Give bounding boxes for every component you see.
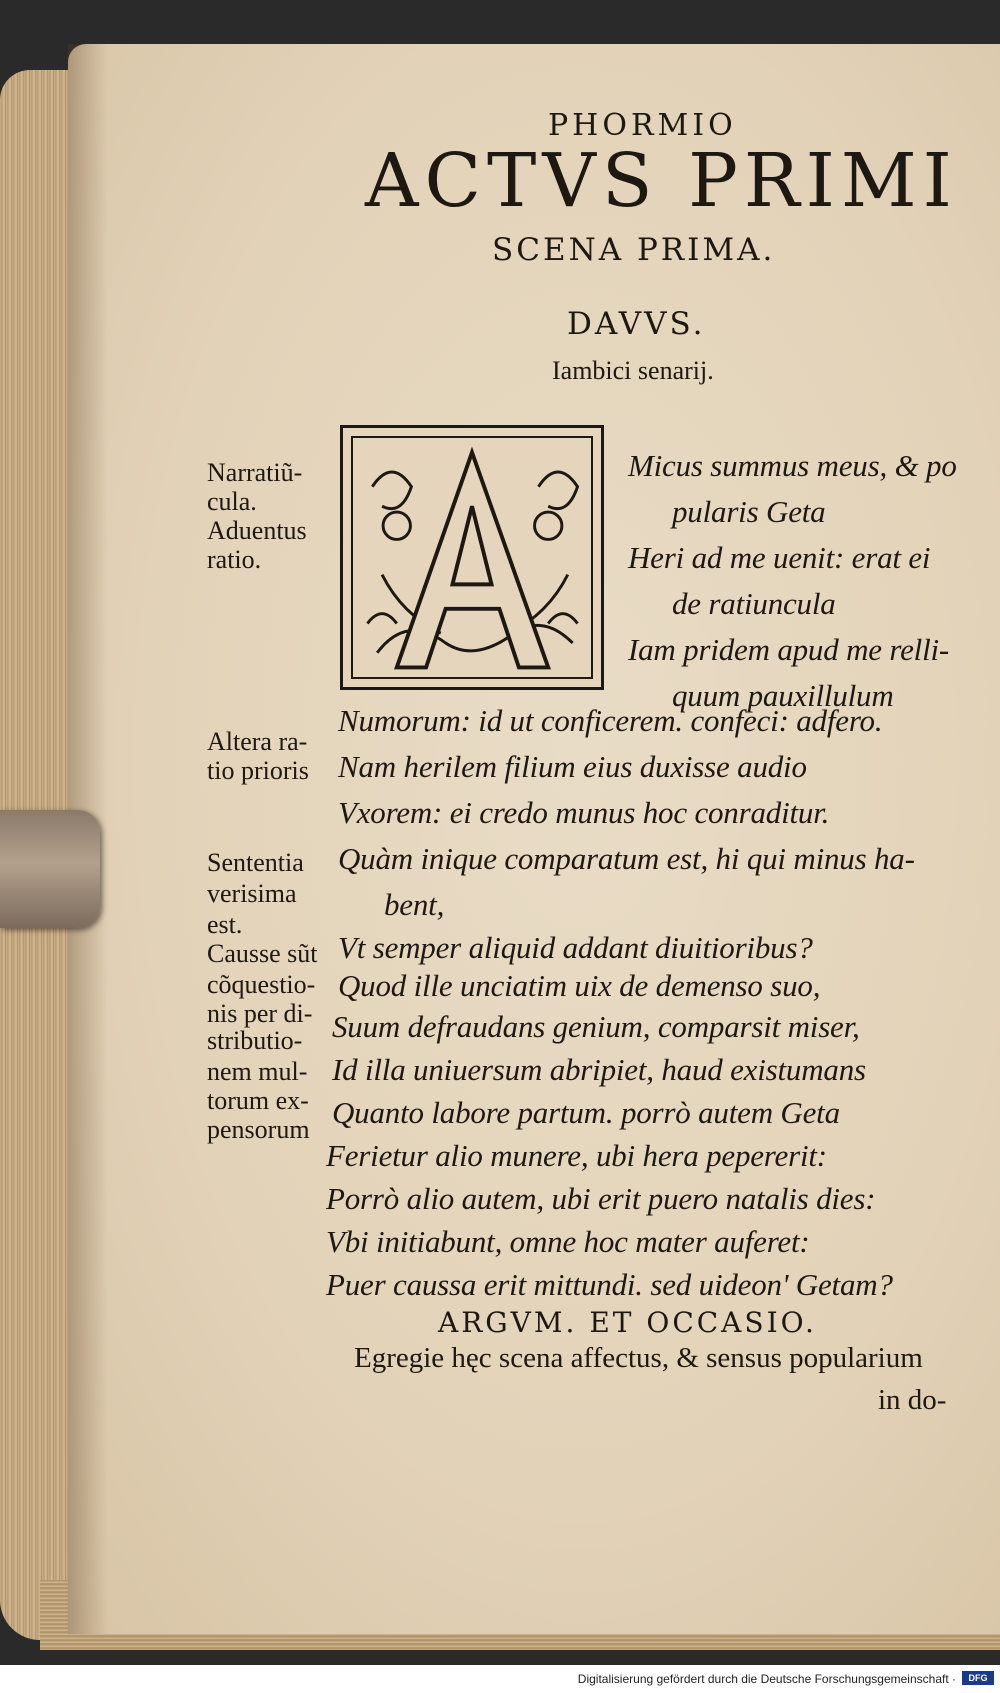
dfg-logo: DFG <box>962 1671 994 1685</box>
verse-line: Iam pridem apud me relli- <box>628 632 950 667</box>
meter-note: Iambici senarij. <box>552 356 714 385</box>
verse-line: Porrò alio autem, ubi erit puero natalis dies: <box>326 1181 876 1216</box>
margin-note: torum ex- <box>207 1086 309 1115</box>
verse-line: Heri ad me uenit: erat ei <box>628 540 931 575</box>
margin-note: Narratiũ- <box>207 458 303 487</box>
verse-line: Vxorem: ei credo munus hoc conraditur. <box>338 795 830 830</box>
verse-line: pularis Geta <box>672 494 826 529</box>
margin-note: Causse sũt <box>207 939 318 968</box>
margin-note: Sententia <box>207 848 304 877</box>
verse-line: Quod ille unciatim uix de demenso suo, <box>338 968 821 1003</box>
margin-note: nem mul- <box>207 1057 308 1086</box>
verse-line: Micus summus meus, & po <box>628 448 957 483</box>
verse-line: bent, <box>384 887 445 922</box>
verse-line: Vbi initiabunt, omne hoc mater auferet: <box>326 1224 810 1259</box>
initial-ornament-icon <box>343 428 601 687</box>
margin-note: cõquestio- <box>207 970 316 999</box>
verse-line: Nam herilem filium eius duxisse audio <box>338 749 807 784</box>
running-title: PHORMIO <box>548 108 737 143</box>
verse-line: Suum defraudans genium, comparsit miser, <box>332 1009 860 1044</box>
argum-heading: ARGVM. ET OCCASIO. <box>438 1306 817 1339</box>
verse-line: de ratiuncula <box>672 586 836 621</box>
verse-line: Ferietur alio munere, ubi hera pepererit: <box>326 1138 827 1173</box>
margin-note: cula. <box>207 487 257 516</box>
book-page <box>68 44 1000 1634</box>
scene-title: SCENA PRIMA. <box>492 232 776 268</box>
verse-line: quum pauxillulum <box>672 678 894 713</box>
margin-note: verisima <box>207 879 297 908</box>
verse-line: Quanto labore partum. porrò autem Geta <box>332 1095 840 1130</box>
margin-note: Aduentus <box>207 516 307 545</box>
margin-note: est. <box>207 910 243 939</box>
margin-note: tio prioris <box>207 756 309 785</box>
speaker-name: DAVVS. <box>567 306 706 342</box>
margin-note: nis per di- <box>207 999 313 1028</box>
margin-note: stributio- <box>207 1026 303 1055</box>
margin-note: ratio. <box>207 545 262 574</box>
scan-footer <box>0 1665 1000 1693</box>
book-clasp <box>0 810 100 928</box>
margin-note: Altera ra- <box>207 727 308 756</box>
act-title: ACTVS PRIMI <box>365 138 958 224</box>
footer-credit: Digitalisierung gefördert durch die Deutsche Forschungsgemeinschaft · <box>577 1672 956 1686</box>
verse-line: Id illa uniuersum abripiet, haud existumans <box>332 1052 866 1087</box>
verse-line: Quàm inique comparatum est, hi qui minus ha- <box>338 841 915 876</box>
margin-note: pensorum <box>207 1115 310 1144</box>
commentary-line: in do- <box>878 1384 947 1416</box>
commentary-line: Egregie hęc scena affectus, & sensus popularium <box>354 1342 923 1374</box>
verse-line: Puer caussa erit mittundi. sed uideon' Getam? <box>326 1267 893 1302</box>
verse-line: Vt semper aliquid addant diuitioribus? <box>338 930 813 965</box>
decorated-initial <box>340 425 604 690</box>
verse-line: Numorum: id ut conficerem. confeci: adfero. <box>338 703 883 738</box>
